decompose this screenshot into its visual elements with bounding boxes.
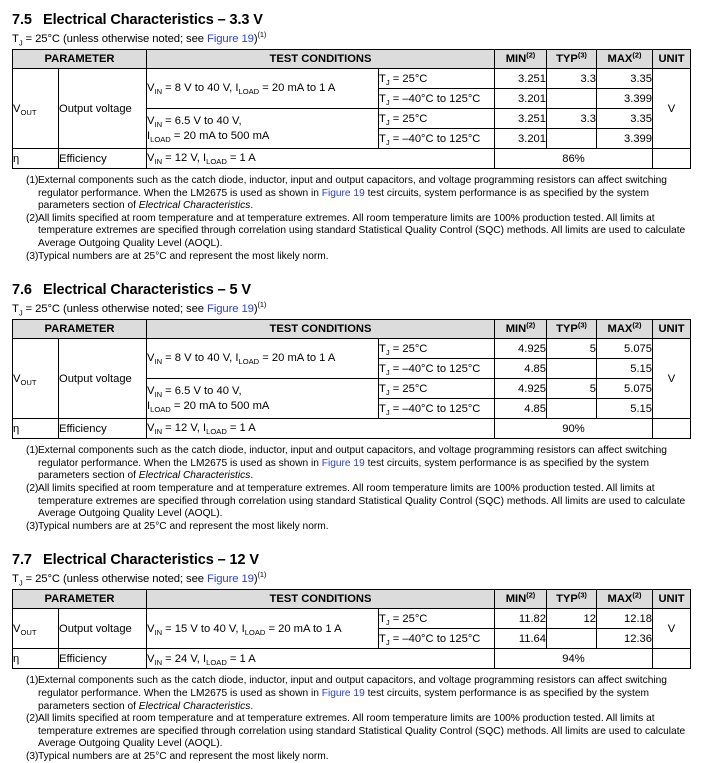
typ-value xyxy=(547,89,597,109)
efficiency-value: 86% xyxy=(495,149,653,169)
subtitle-tj: T xyxy=(12,573,19,586)
footnote-text: Typical numbers are at 25°C and represent the most likely norm. xyxy=(38,520,329,532)
temp-condition: $T_J = 25^\circ C$ xyxy=(379,109,495,129)
unit-blank xyxy=(653,149,691,169)
header-test-conditions: TEST CONDITIONS xyxy=(147,590,495,609)
min-value: 3.201 xyxy=(495,89,547,109)
section-title: Electrical Characteristics – 12 V xyxy=(43,552,259,569)
table-row-efficiency xyxy=(13,149,691,169)
max-value: 3.399 xyxy=(597,129,653,149)
max-value: 3.35 xyxy=(597,109,653,129)
footnote-marker: (3) xyxy=(26,520,39,532)
typ-value xyxy=(547,399,597,419)
footnote-1 xyxy=(12,445,716,483)
temp-condition: $T_J = 25^\circ C$ xyxy=(379,339,495,359)
electrical-characteristics-table-3v3 xyxy=(12,49,691,169)
section-subtitle xyxy=(12,300,716,318)
header-max: MAX$^{(2)}$ xyxy=(597,320,653,339)
header-parameter: PARAMETER xyxy=(13,320,147,339)
footnote-marker: (3) xyxy=(26,750,39,762)
section-7-7 xyxy=(12,552,716,763)
typ-value xyxy=(547,629,597,649)
temp-condition: $T_J = -40^\circ C$ to 125°C xyxy=(379,629,495,649)
min-value: 11.82 xyxy=(495,609,547,629)
typ-value: 5 xyxy=(547,379,597,399)
footnote-marker: (2) xyxy=(26,713,39,725)
typ-value xyxy=(547,129,597,149)
symbol-vout: $V_{OUT}$ xyxy=(13,69,59,149)
symbol-eta: η xyxy=(13,649,59,669)
header-max: MAX$^{(2)}$ xyxy=(597,590,653,609)
footnote-2 xyxy=(12,483,716,521)
max-value: 12.36 xyxy=(597,629,653,649)
footnotes-12v xyxy=(12,675,716,763)
section-number: 7.5 xyxy=(12,12,32,28)
efficiency-value: 94% xyxy=(495,649,653,669)
footnote-text: All limits specified at room temperature and at temperature extremes. All room temperature limits are 100% production tested. All limits at temperature extremes are specified through correlation using standard Statistical Quality Control (SQC) methods. All limits are used to calculate Average Outgoing Quality Level (AOQL). xyxy=(38,482,686,520)
section-number: 7.6 xyxy=(12,282,32,299)
section-subtitle xyxy=(12,570,716,588)
test-condition-1: $V_{IN} = 15$ V to 40 V, $I_{LOAD} = 20$ mA to 1 A xyxy=(147,609,379,649)
typ-value xyxy=(547,359,597,379)
header-test-conditions: TEST CONDITIONS xyxy=(147,50,495,69)
typ-value: 5 xyxy=(547,339,597,359)
parameter-name: Output voltage xyxy=(59,609,147,649)
test-condition-2: $V_{IN} = 6.5$ V to 40 V, $I_{LOAD} = 20$ mA to 500 mA xyxy=(147,109,379,149)
efficiency-condition: $V_{IN} = 12$ V, $I_{LOAD} = 1$ A xyxy=(147,149,495,169)
typ-value: 3.3 xyxy=(547,69,597,89)
section-7-6 xyxy=(12,282,716,533)
header-unit: UNIT xyxy=(653,320,691,339)
electrical-characteristics-table-5v xyxy=(12,319,691,439)
table-header-row xyxy=(13,50,691,69)
figure-19-link[interactable]: Figure 19 xyxy=(207,573,254,586)
header-min: MIN$^{(2)}$ xyxy=(495,50,547,69)
temp-condition: $T_J = 25^\circ C$ xyxy=(379,69,495,89)
parameter-name-efficiency: Efficiency xyxy=(59,649,147,669)
footnotes-5v xyxy=(12,445,716,533)
section-heading xyxy=(12,12,716,28)
footnote-2 xyxy=(12,713,716,751)
footnote-marker: (1) xyxy=(26,675,39,687)
subtitle-text: = 25°C (unless otherwise noted; see xyxy=(22,33,208,45)
temp-condition: $T_J = -40^\circ C$ to 125°C xyxy=(379,359,495,379)
test-condition-1: $V_{IN} = 8$ V to 40 V, $I_{LOAD} = 20$ mA to 1 A xyxy=(147,69,379,109)
subtitle-close: ) xyxy=(253,303,258,316)
efficiency-condition: $V_{IN} = 24$ V, $I_{LOAD} = 1$ A xyxy=(147,649,495,669)
footnote-text: External components such as the catch diode, inductor, input and output capacitors, and voltage programming resistors can affect switching regulator performance. When the LM2675 is used as shown in Figure 19 test circuits, system performance is as specified by the system parameters section of Electrical Characteristics. xyxy=(38,175,667,212)
parameter-name: Output voltage xyxy=(59,339,147,419)
footnote-text: Typical numbers are at 25°C and represent the most likely norm. xyxy=(38,750,329,762)
footnote-marker: (2) xyxy=(26,482,39,494)
min-value: 4.925 xyxy=(495,379,547,399)
subtitle-tj-sub: J xyxy=(18,38,23,48)
parameter-name-efficiency: Efficiency xyxy=(59,419,147,439)
temp-condition: $T_J = 25^\circ C$ xyxy=(379,379,495,399)
footnote-marker: (3) xyxy=(26,250,39,262)
temp-condition: $T_J = 25^\circ C$ xyxy=(379,609,495,629)
subtitle-close: ) xyxy=(253,573,258,586)
table-row xyxy=(13,339,691,359)
footnotes-3v3 xyxy=(12,175,716,263)
unit-blank xyxy=(653,649,691,669)
footnote-3 xyxy=(12,251,716,264)
unit-value: V xyxy=(653,69,691,149)
test-condition-2: $V_{IN} = 6.5$ V to 40 V, $I_{LOAD} = 20$ mA to 500 mA xyxy=(147,379,379,419)
footnote-1 xyxy=(12,675,716,713)
header-max: MAX$^{(2)}$ xyxy=(597,50,653,69)
min-value: 3.201 xyxy=(495,129,547,149)
min-value: 11.64 xyxy=(495,629,547,649)
header-parameter: PARAMETER xyxy=(13,590,147,609)
section-title: Electrical Characteristics – 5 V xyxy=(43,282,251,299)
parameter-name: Output voltage xyxy=(59,69,147,149)
table-row xyxy=(13,69,691,89)
figure-19-link[interactable]: Figure 19 xyxy=(321,187,365,199)
min-value: 4.85 xyxy=(495,399,547,419)
table-row xyxy=(13,609,691,629)
table-header-row xyxy=(13,320,691,339)
max-value: 3.35 xyxy=(597,69,653,89)
max-value: 5.15 xyxy=(597,399,653,419)
unit-value: V xyxy=(653,339,691,419)
subtitle-text: = 25°C (unless otherwise noted; see xyxy=(22,573,208,586)
section-7-5 xyxy=(12,12,716,263)
header-typ: TYP$^{(3)}$ xyxy=(547,50,597,69)
footnote-1 xyxy=(12,175,716,213)
subtitle-footnote-ref: (1) xyxy=(257,300,267,310)
unit-blank xyxy=(653,419,691,439)
unit-value: V xyxy=(653,609,691,649)
efficiency-condition: $V_{IN} = 12$ V, $I_{LOAD} = 1$ A xyxy=(147,419,495,439)
header-unit: UNIT xyxy=(653,50,691,69)
subtitle-footnote-ref: (1) xyxy=(257,570,267,580)
symbol-eta: η xyxy=(13,149,59,169)
footnote-text: All limits specified at room temperature and at temperature extremes. All room temperature limits are 100% production tested. All limits at temperature extremes are specified through correlation using standard Statistical Quality Control (SQC) methods. All limits are used to calculate Average Outgoing Quality Level (AOQL). xyxy=(38,713,686,750)
subtitle-text: = 25°C (unless otherwise noted; see xyxy=(22,303,208,316)
min-value: 3.251 xyxy=(495,69,547,89)
section-heading xyxy=(12,282,716,298)
min-value: 3.251 xyxy=(495,109,547,129)
test-condition-1: $V_{IN} = 8$ V to 40 V, $I_{LOAD} = 20$ mA to 1 A xyxy=(147,339,379,379)
header-min: MIN$^{(2)}$ xyxy=(495,320,547,339)
header-min: MIN$^{(2)}$ xyxy=(495,590,547,609)
figure-19-link[interactable]: Figure 19 xyxy=(321,687,365,699)
header-parameter: PARAMETER xyxy=(13,50,147,69)
max-value: 3.399 xyxy=(597,89,653,109)
section-heading xyxy=(12,552,716,568)
subtitle-footnote-ref: (1) xyxy=(257,30,267,40)
header-typ: TYP$^{(3)}$ xyxy=(547,320,597,339)
footnote-3 xyxy=(12,521,716,534)
footnote-text: External components such as the catch diode, inductor, input and output capacitors, and voltage programming resistors can affect switching regulator performance. When the LM2675 is used as shown in Figure 19 test circuits, system performance is as specified by the system parameters section of Electrical Characteristics. xyxy=(38,445,667,482)
figure-19-link[interactable]: Figure 19 xyxy=(207,33,254,45)
temp-condition: $T_J = -40^\circ C$ to 125°C xyxy=(379,129,495,149)
footnote-2 xyxy=(12,213,716,251)
section-title: Electrical Characteristics – 3.3 V xyxy=(43,12,263,28)
header-typ: TYP$^{(3)}$ xyxy=(547,590,597,609)
header-unit: UNIT xyxy=(653,590,691,609)
symbol-vout: $V_{OUT}$ xyxy=(13,339,59,419)
temp-condition: $T_J = -40^\circ C$ to 125°C xyxy=(379,89,495,109)
min-value: 4.85 xyxy=(495,359,547,379)
section-subtitle xyxy=(12,30,716,48)
subtitle-tj-sub: J xyxy=(18,578,23,588)
table-row-efficiency xyxy=(13,649,691,669)
parameter-name-efficiency: Efficiency xyxy=(59,149,147,169)
figure-19-link[interactable]: Figure 19 xyxy=(207,303,254,316)
footnote-text: Typical numbers are at 25°C and represent the most likely norm. xyxy=(38,250,329,262)
subtitle-tj: T xyxy=(12,33,19,45)
symbol-vout: $V_{OUT}$ xyxy=(13,609,59,649)
table-row-efficiency xyxy=(13,419,691,439)
min-value: 4.925 xyxy=(495,339,547,359)
electrical-characteristics-table-12v xyxy=(12,589,691,669)
footnote-text: All limits specified at room temperature and at temperature extremes. All room temperature limits are 100% production tested. All limits at temperature extremes are specified through correlation using standard Statistical Quality Control (SQC) methods. All limits are used to calculate Average Outgoing Quality Level (AOQL). xyxy=(38,212,686,249)
footnote-marker: (1) xyxy=(26,445,39,457)
footnote-3 xyxy=(12,751,716,763)
symbol-eta: η xyxy=(13,419,59,439)
header-test-conditions: TEST CONDITIONS xyxy=(147,320,495,339)
max-value: 5.075 xyxy=(597,379,653,399)
max-value: 5.15 xyxy=(597,359,653,379)
figure-19-link[interactable]: Figure 19 xyxy=(321,457,365,469)
temp-condition: $T_J = -40^\circ C$ to 125°C xyxy=(379,399,495,419)
subtitle-tj: T xyxy=(12,303,19,316)
subtitle-tj-sub: J xyxy=(18,308,23,318)
footnote-marker: (2) xyxy=(26,212,39,224)
footnote-text: External components such as the catch diode, inductor, input and output capacitors, and voltage programming resistors can affect switching regulator performance. When the LM2675 is used as shown in Figure 19 test circuits, system performance is as specified by the system parameters section of Electrical Characteristics. xyxy=(38,675,667,712)
efficiency-value: 90% xyxy=(495,419,653,439)
subtitle-close: ) xyxy=(253,33,258,45)
table-header-row xyxy=(13,590,691,609)
max-value: 5.075 xyxy=(597,339,653,359)
footnote-marker: (1) xyxy=(26,175,39,186)
section-number: 7.7 xyxy=(12,552,32,569)
max-value: 12.18 xyxy=(597,609,653,629)
typ-value: 3.3 xyxy=(547,109,597,129)
typ-value: 12 xyxy=(547,609,597,629)
